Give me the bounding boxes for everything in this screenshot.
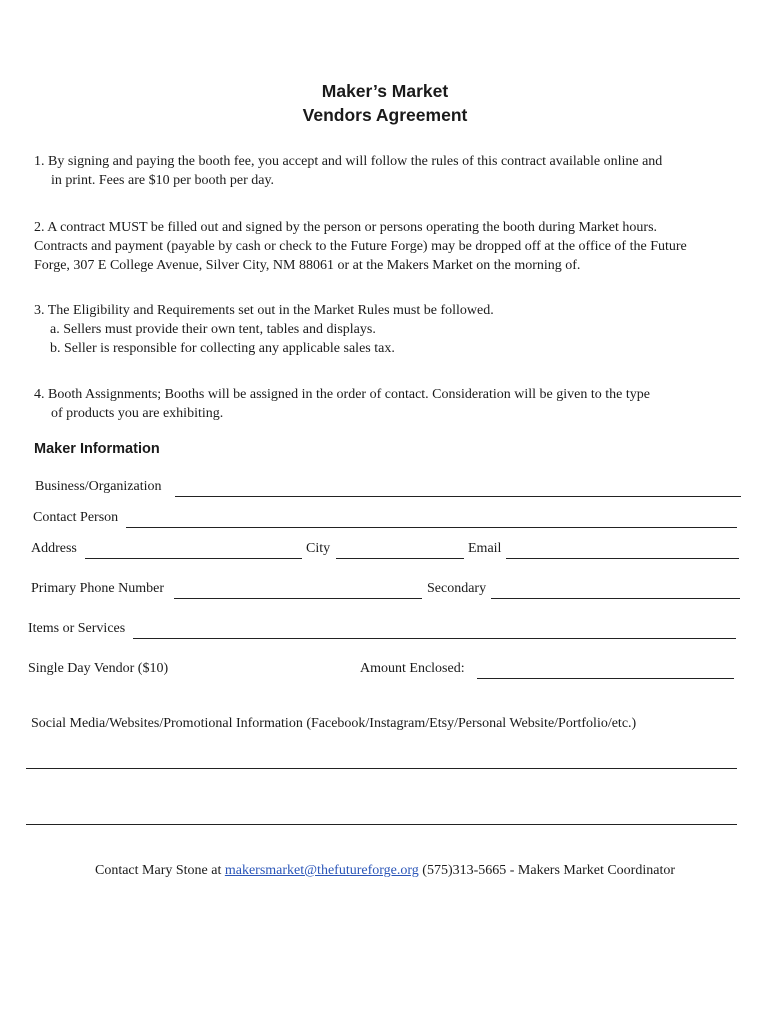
amount-enclosed-field[interactable] — [477, 661, 734, 679]
items-services-row — [0, 621, 770, 639]
term-2-line-3: Forge, 307 E College Avenue, Silver City, NM 88061 or at the Makers Market on the morning of. — [34, 258, 581, 273]
business-organization-label: Business/Organization — [35, 479, 162, 494]
primary-phone-field[interactable] — [174, 581, 422, 599]
term-2-line-2: Contracts and payment (payable by cash or check to the Future Forge) may be dropped off at the office of the Future — [34, 239, 687, 254]
social-media-label: Social Media/Websites/Promotional Information (Facebook/Instagram/Etsy/Personal Website/Portfolio/etc.) — [31, 716, 637, 731]
payment-row — [0, 661, 770, 679]
secondary-phone-label: Secondary — [427, 581, 487, 596]
business-organization-field[interactable] — [175, 479, 741, 497]
phone-row — [0, 581, 770, 599]
term-3-line-1: 3. The Eligibility and Requirements set out in the Market Rules must be followed. — [34, 303, 494, 318]
contact-person-row — [0, 510, 770, 528]
document-title-line2: Vendors Agreement — [302, 105, 468, 125]
term-2-line-1: 2. A contract MUST be filled out and signed by the person or persons operating the booth during Market hours. — [34, 220, 658, 235]
single-day-vendor-label: Single Day Vendor ($10) — [28, 661, 169, 676]
coordinator-email-link[interactable]: makersmarket@thefutureforge.org — [224, 863, 419, 878]
items-services-label: Items or Services — [28, 621, 126, 636]
address-label: Address — [31, 541, 77, 556]
city-label: City — [306, 541, 331, 556]
term-1-line-2: in print. Fees are $10 per booth per day. — [51, 173, 275, 188]
secondary-phone-field[interactable] — [491, 581, 740, 599]
contact-person-label: Contact Person — [33, 510, 119, 525]
business-organization-row — [0, 479, 770, 497]
term-4-line-2: of products you are exhibiting. — [51, 406, 224, 421]
term-1-line-1: 1. By signing and paying the booth fee, you accept and will follow the rules of this contract available online and — [34, 154, 663, 169]
address-field[interactable] — [85, 541, 302, 559]
social-media-field-line-2[interactable] — [26, 824, 737, 825]
social-media-field-line-1[interactable] — [26, 768, 737, 769]
amount-enclosed-label: Amount Enclosed: — [360, 661, 465, 676]
social-media-row — [0, 716, 770, 734]
maker-information-heading: Maker Information — [34, 441, 160, 457]
contact-footer — [0, 863, 770, 879]
term-3-line-2: a. Sellers must provide their own tent, tables and displays. — [50, 322, 376, 337]
footer-prefix: Contact Mary Stone at — [94, 863, 222, 878]
document-title-line1: Maker’s Market — [321, 81, 449, 101]
email-field[interactable] — [506, 541, 739, 559]
city-field[interactable] — [336, 541, 464, 559]
term-4-line-1: 4. Booth Assignments; Booths will be assigned in the order of contact. Consideration will be given to the type — [34, 387, 650, 402]
email-label: Email — [468, 541, 502, 556]
primary-phone-label: Primary Phone Number — [31, 581, 164, 596]
contact-person-field[interactable] — [126, 510, 737, 528]
term-3-line-3: b. Seller is responsible for collecting any applicable sales tax. — [50, 341, 395, 356]
footer-suffix: (575)313-5665 - Makers Market Coordinator — [422, 863, 675, 878]
address-row — [0, 541, 770, 559]
items-services-field[interactable] — [133, 621, 736, 639]
